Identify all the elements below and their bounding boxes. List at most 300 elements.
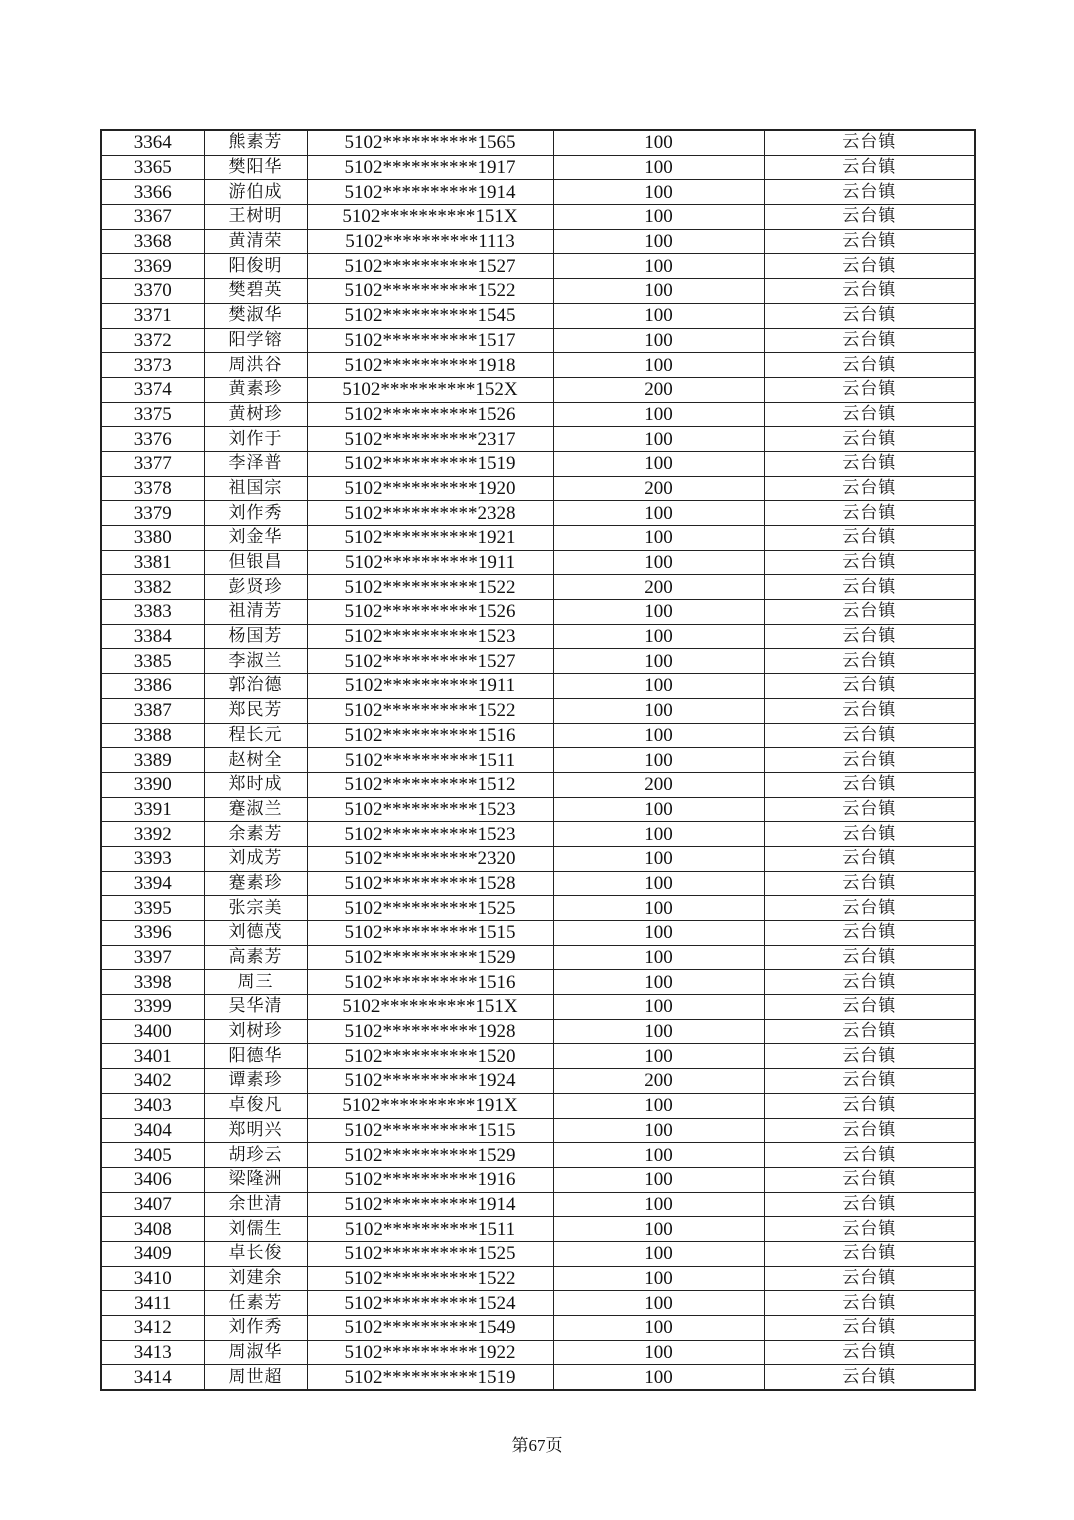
- id-number-cell: 5102**********1511: [307, 748, 553, 773]
- serial-number-cell: 3370: [101, 279, 204, 304]
- id-number-cell: 5102**********1515: [307, 921, 553, 946]
- id-number-cell: 5102**********1525: [307, 1241, 553, 1266]
- amount-cell: 100: [553, 921, 764, 946]
- id-number-cell: 5102**********1545: [307, 303, 553, 328]
- town-cell: 云台镇: [764, 1167, 975, 1192]
- serial-number-cell: 3405: [101, 1143, 204, 1168]
- town-cell: 云台镇: [764, 155, 975, 180]
- name-cell: 梁隆洲: [204, 1167, 307, 1192]
- id-number-cell: 5102**********1523: [307, 822, 553, 847]
- town-cell: 云台镇: [764, 1291, 975, 1316]
- town-cell: 云台镇: [764, 649, 975, 674]
- id-number-cell: 5102**********1928: [307, 1019, 553, 1044]
- table-row: [101, 624, 975, 649]
- id-number-cell: 5102**********1523: [307, 797, 553, 822]
- serial-number-cell: 3394: [101, 871, 204, 896]
- name-cell: 黄清荣: [204, 229, 307, 254]
- table-row: [101, 822, 975, 847]
- table-row: [101, 279, 975, 304]
- name-cell: 周淑华: [204, 1340, 307, 1365]
- table-row: [101, 353, 975, 378]
- amount-cell: 100: [553, 1019, 764, 1044]
- serial-number-cell: 3395: [101, 896, 204, 921]
- serial-number-cell: 3408: [101, 1217, 204, 1242]
- name-cell: 郭治德: [204, 674, 307, 699]
- id-number-cell: 5102**********1914: [307, 1192, 553, 1217]
- name-cell: 郑明兴: [204, 1118, 307, 1143]
- id-number-cell: 5102**********191X: [307, 1093, 553, 1118]
- recipient-table: [100, 129, 976, 1391]
- amount-cell: 100: [553, 501, 764, 526]
- name-cell: 余素芳: [204, 822, 307, 847]
- name-cell: 刘作于: [204, 427, 307, 452]
- amount-cell: 100: [553, 1118, 764, 1143]
- town-cell: 云台镇: [764, 328, 975, 353]
- town-cell: 云台镇: [764, 921, 975, 946]
- name-cell: 余世清: [204, 1192, 307, 1217]
- id-number-cell: 5102**********1522: [307, 698, 553, 723]
- table-row: [101, 501, 975, 526]
- id-number-cell: 5102**********151X: [307, 205, 553, 230]
- table-row: [101, 797, 975, 822]
- name-cell: 祖国宗: [204, 476, 307, 501]
- name-cell: 郑时成: [204, 772, 307, 797]
- town-cell: 云台镇: [764, 1093, 975, 1118]
- name-cell: 樊淑华: [204, 303, 307, 328]
- table-row: [101, 328, 975, 353]
- amount-cell: 100: [553, 353, 764, 378]
- town-cell: 云台镇: [764, 995, 975, 1020]
- name-cell: 樊阳华: [204, 155, 307, 180]
- table-row: [101, 451, 975, 476]
- serial-number-cell: 3401: [101, 1044, 204, 1069]
- amount-cell: 100: [553, 1340, 764, 1365]
- amount-cell: 200: [553, 772, 764, 797]
- id-number-cell: 5102**********1529: [307, 1143, 553, 1168]
- table-row: [101, 1044, 975, 1069]
- id-number-cell: 5102**********151X: [307, 995, 553, 1020]
- name-cell: 张宗美: [204, 896, 307, 921]
- serial-number-cell: 3407: [101, 1192, 204, 1217]
- serial-number-cell: 3383: [101, 600, 204, 625]
- serial-number-cell: 3366: [101, 180, 204, 205]
- name-cell: 赵树全: [204, 748, 307, 773]
- serial-number-cell: 3378: [101, 476, 204, 501]
- amount-cell: 100: [553, 896, 764, 921]
- town-cell: 云台镇: [764, 279, 975, 304]
- id-number-cell: 5102**********1517: [307, 328, 553, 353]
- serial-number-cell: 3382: [101, 575, 204, 600]
- serial-number-cell: 3399: [101, 995, 204, 1020]
- serial-number-cell: 3404: [101, 1118, 204, 1143]
- town-cell: 云台镇: [764, 871, 975, 896]
- town-cell: 云台镇: [764, 1217, 975, 1242]
- table-row: [101, 1266, 975, 1291]
- table-row: [101, 945, 975, 970]
- table-row: [101, 1291, 975, 1316]
- table-row: [101, 723, 975, 748]
- serial-number-cell: 3376: [101, 427, 204, 452]
- id-number-cell: 5102**********1522: [307, 1266, 553, 1291]
- table-row: [101, 1365, 975, 1390]
- name-cell: 周三: [204, 970, 307, 995]
- serial-number-cell: 3371: [101, 303, 204, 328]
- name-cell: 游伯成: [204, 180, 307, 205]
- amount-cell: 100: [553, 1241, 764, 1266]
- table-row: [101, 303, 975, 328]
- serial-number-cell: 3392: [101, 822, 204, 847]
- amount-cell: 100: [553, 600, 764, 625]
- name-cell: 刘儒生: [204, 1217, 307, 1242]
- table-row: [101, 600, 975, 625]
- name-cell: 胡珍云: [204, 1143, 307, 1168]
- amount-cell: 100: [553, 1192, 764, 1217]
- town-cell: 云台镇: [764, 1118, 975, 1143]
- amount-cell: 100: [553, 748, 764, 773]
- town-cell: 云台镇: [764, 180, 975, 205]
- serial-number-cell: 3414: [101, 1365, 204, 1390]
- table-row: [101, 921, 975, 946]
- amount-cell: 100: [553, 229, 764, 254]
- name-cell: 蹇淑兰: [204, 797, 307, 822]
- town-cell: 云台镇: [764, 427, 975, 452]
- table-row: [101, 1316, 975, 1341]
- table-row: [101, 575, 975, 600]
- id-number-cell: 5102**********1917: [307, 155, 553, 180]
- id-number-cell: 5102**********1527: [307, 254, 553, 279]
- serial-number-cell: 3410: [101, 1266, 204, 1291]
- town-cell: 云台镇: [764, 1340, 975, 1365]
- amount-cell: 100: [553, 723, 764, 748]
- name-cell: 程长元: [204, 723, 307, 748]
- table-row: [101, 205, 975, 230]
- name-cell: 刘建余: [204, 1266, 307, 1291]
- serial-number-cell: 3367: [101, 205, 204, 230]
- table-row: [101, 1241, 975, 1266]
- amount-cell: 100: [553, 550, 764, 575]
- name-cell: 樊碧英: [204, 279, 307, 304]
- serial-number-cell: 3402: [101, 1069, 204, 1094]
- name-cell: 卓长俊: [204, 1241, 307, 1266]
- table-row: [101, 1192, 975, 1217]
- amount-cell: 100: [553, 674, 764, 699]
- amount-cell: 100: [553, 649, 764, 674]
- id-number-cell: 5102**********1526: [307, 402, 553, 427]
- serial-number-cell: 3388: [101, 723, 204, 748]
- town-cell: 云台镇: [764, 1143, 975, 1168]
- name-cell: 黄树珍: [204, 402, 307, 427]
- town-cell: 云台镇: [764, 229, 975, 254]
- id-number-cell: 5102**********1522: [307, 575, 553, 600]
- table-row: [101, 970, 975, 995]
- name-cell: 刘德茂: [204, 921, 307, 946]
- serial-number-cell: 3413: [101, 1340, 204, 1365]
- name-cell: 刘金华: [204, 526, 307, 551]
- table-row: [101, 476, 975, 501]
- serial-number-cell: 3369: [101, 254, 204, 279]
- table-row: [101, 427, 975, 452]
- town-cell: 云台镇: [764, 1044, 975, 1069]
- amount-cell: 100: [553, 155, 764, 180]
- town-cell: 云台镇: [764, 600, 975, 625]
- name-cell: 祖清芳: [204, 600, 307, 625]
- table-row: [101, 995, 975, 1020]
- town-cell: 云台镇: [764, 723, 975, 748]
- id-number-cell: 5102**********2328: [307, 501, 553, 526]
- id-number-cell: 5102**********1524: [307, 1291, 553, 1316]
- serial-number-cell: 3406: [101, 1167, 204, 1192]
- town-cell: 云台镇: [764, 1365, 975, 1390]
- amount-cell: 100: [553, 254, 764, 279]
- table-row: [101, 254, 975, 279]
- amount-cell: 100: [553, 945, 764, 970]
- town-cell: 云台镇: [764, 451, 975, 476]
- town-cell: 云台镇: [764, 945, 975, 970]
- serial-number-cell: 3397: [101, 945, 204, 970]
- serial-number-cell: 3389: [101, 748, 204, 773]
- town-cell: 云台镇: [764, 254, 975, 279]
- amount-cell: 100: [553, 1291, 764, 1316]
- town-cell: 云台镇: [764, 1069, 975, 1094]
- amount-cell: 100: [553, 303, 764, 328]
- table-row: [101, 846, 975, 871]
- table-row: [101, 871, 975, 896]
- table-row: [101, 698, 975, 723]
- amount-cell: 100: [553, 624, 764, 649]
- name-cell: 熊素芳: [204, 130, 307, 155]
- serial-number-cell: 3373: [101, 353, 204, 378]
- town-cell: 云台镇: [764, 797, 975, 822]
- town-cell: 云台镇: [764, 896, 975, 921]
- amount-cell: 100: [553, 1266, 764, 1291]
- serial-number-cell: 3393: [101, 846, 204, 871]
- name-cell: 阳学镕: [204, 328, 307, 353]
- id-number-cell: 5102**********1921: [307, 526, 553, 551]
- name-cell: 卓俊凡: [204, 1093, 307, 1118]
- town-cell: 云台镇: [764, 476, 975, 501]
- amount-cell: 100: [553, 279, 764, 304]
- serial-number-cell: 3400: [101, 1019, 204, 1044]
- id-number-cell: 5102**********1916: [307, 1167, 553, 1192]
- amount-cell: 100: [553, 822, 764, 847]
- id-number-cell: 5102**********1527: [307, 649, 553, 674]
- id-number-cell: 5102**********1526: [307, 600, 553, 625]
- town-cell: 云台镇: [764, 575, 975, 600]
- table-row: [101, 402, 975, 427]
- serial-number-cell: 3381: [101, 550, 204, 575]
- name-cell: 高素芳: [204, 945, 307, 970]
- town-cell: 云台镇: [764, 970, 975, 995]
- amount-cell: 200: [553, 476, 764, 501]
- name-cell: 周洪谷: [204, 353, 307, 378]
- serial-number-cell: 3374: [101, 377, 204, 402]
- amount-cell: 100: [553, 1217, 764, 1242]
- name-cell: 任素芳: [204, 1291, 307, 1316]
- name-cell: 黄素珍: [204, 377, 307, 402]
- serial-number-cell: 3403: [101, 1093, 204, 1118]
- table-row: [101, 748, 975, 773]
- amount-cell: 100: [553, 846, 764, 871]
- town-cell: 云台镇: [764, 748, 975, 773]
- serial-number-cell: 3365: [101, 155, 204, 180]
- town-cell: 云台镇: [764, 1316, 975, 1341]
- table-row: [101, 674, 975, 699]
- serial-number-cell: 3377: [101, 451, 204, 476]
- name-cell: 周世超: [204, 1365, 307, 1390]
- serial-number-cell: 3364: [101, 130, 204, 155]
- town-cell: 云台镇: [764, 674, 975, 699]
- amount-cell: 100: [553, 130, 764, 155]
- name-cell: 郑民芳: [204, 698, 307, 723]
- serial-number-cell: 3387: [101, 698, 204, 723]
- serial-number-cell: 3386: [101, 674, 204, 699]
- table-row: [101, 649, 975, 674]
- amount-cell: 100: [553, 402, 764, 427]
- id-number-cell: 5102**********1565: [307, 130, 553, 155]
- table-row: [101, 1340, 975, 1365]
- id-number-cell: 5102**********152X: [307, 377, 553, 402]
- amount-cell: 100: [553, 797, 764, 822]
- town-cell: 云台镇: [764, 1266, 975, 1291]
- table-row: [101, 1143, 975, 1168]
- id-number-cell: 5102**********1522: [307, 279, 553, 304]
- id-number-cell: 5102**********1519: [307, 1365, 553, 1390]
- amount-cell: 100: [553, 698, 764, 723]
- town-cell: 云台镇: [764, 303, 975, 328]
- serial-number-cell: 3379: [101, 501, 204, 526]
- town-cell: 云台镇: [764, 624, 975, 649]
- amount-cell: 200: [553, 377, 764, 402]
- serial-number-cell: 3384: [101, 624, 204, 649]
- amount-cell: 100: [553, 328, 764, 353]
- id-number-cell: 5102**********1511: [307, 1217, 553, 1242]
- serial-number-cell: 3385: [101, 649, 204, 674]
- table-body: [101, 130, 975, 1390]
- id-number-cell: 5102**********1525: [307, 896, 553, 921]
- name-cell: 但银昌: [204, 550, 307, 575]
- table-row: [101, 180, 975, 205]
- name-cell: 蹇素珍: [204, 871, 307, 896]
- amount-cell: 100: [553, 1167, 764, 1192]
- name-cell: 阳俊明: [204, 254, 307, 279]
- table-row: [101, 155, 975, 180]
- town-cell: 云台镇: [764, 772, 975, 797]
- id-number-cell: 5102**********1113: [307, 229, 553, 254]
- id-number-cell: 5102**********1920: [307, 476, 553, 501]
- id-number-cell: 5102**********2320: [307, 846, 553, 871]
- name-cell: 王树明: [204, 205, 307, 230]
- table-row: [101, 550, 975, 575]
- town-cell: 云台镇: [764, 402, 975, 427]
- table-row: [101, 1217, 975, 1242]
- name-cell: 彭贤珍: [204, 575, 307, 600]
- amount-cell: 100: [553, 995, 764, 1020]
- name-cell: 谭素珍: [204, 1069, 307, 1094]
- town-cell: 云台镇: [764, 846, 975, 871]
- town-cell: 云台镇: [764, 377, 975, 402]
- amount-cell: 100: [553, 451, 764, 476]
- serial-number-cell: 3372: [101, 328, 204, 353]
- table-row: [101, 1118, 975, 1143]
- amount-cell: 100: [553, 205, 764, 230]
- table-row: [101, 130, 975, 155]
- id-number-cell: 5102**********1529: [307, 945, 553, 970]
- table-row: [101, 229, 975, 254]
- amount-cell: 100: [553, 427, 764, 452]
- table-row: [101, 1093, 975, 1118]
- serial-number-cell: 3391: [101, 797, 204, 822]
- name-cell: 刘成芳: [204, 846, 307, 871]
- id-number-cell: 5102**********1515: [307, 1118, 553, 1143]
- id-number-cell: 5102**********1519: [307, 451, 553, 476]
- amount-cell: 100: [553, 970, 764, 995]
- amount-cell: 200: [553, 575, 764, 600]
- table-row: [101, 377, 975, 402]
- name-cell: 阳德华: [204, 1044, 307, 1069]
- name-cell: 刘树珍: [204, 1019, 307, 1044]
- amount-cell: 200: [553, 1069, 764, 1094]
- id-number-cell: 5102**********1516: [307, 723, 553, 748]
- town-cell: 云台镇: [764, 550, 975, 575]
- id-number-cell: 5102**********1549: [307, 1316, 553, 1341]
- serial-number-cell: 3409: [101, 1241, 204, 1266]
- town-cell: 云台镇: [764, 1241, 975, 1266]
- town-cell: 云台镇: [764, 353, 975, 378]
- id-number-cell: 5102**********1528: [307, 871, 553, 896]
- page-number: 第67页: [511, 1436, 563, 1455]
- id-number-cell: 5102**********1523: [307, 624, 553, 649]
- id-number-cell: 5102**********1911: [307, 550, 553, 575]
- serial-number-cell: 3368: [101, 229, 204, 254]
- town-cell: 云台镇: [764, 205, 975, 230]
- id-number-cell: 5102**********1911: [307, 674, 553, 699]
- id-number-cell: 5102**********1512: [307, 772, 553, 797]
- id-number-cell: 5102**********1520: [307, 1044, 553, 1069]
- amount-cell: 100: [553, 1044, 764, 1069]
- town-cell: 云台镇: [764, 130, 975, 155]
- serial-number-cell: 3390: [101, 772, 204, 797]
- town-cell: 云台镇: [764, 1192, 975, 1217]
- serial-number-cell: 3412: [101, 1316, 204, 1341]
- serial-number-cell: 3380: [101, 526, 204, 551]
- id-number-cell: 5102**********1914: [307, 180, 553, 205]
- amount-cell: 100: [553, 1143, 764, 1168]
- name-cell: 刘作秀: [204, 1316, 307, 1341]
- table-row: [101, 1019, 975, 1044]
- table-row: [101, 1069, 975, 1094]
- amount-cell: 100: [553, 526, 764, 551]
- town-cell: 云台镇: [764, 526, 975, 551]
- table-row: [101, 896, 975, 921]
- name-cell: 李泽普: [204, 451, 307, 476]
- amount-cell: 100: [553, 1316, 764, 1341]
- id-number-cell: 5102**********1922: [307, 1340, 553, 1365]
- amount-cell: 100: [553, 871, 764, 896]
- town-cell: 云台镇: [764, 698, 975, 723]
- table-row: [101, 526, 975, 551]
- id-number-cell: 5102**********1924: [307, 1069, 553, 1094]
- table-row: [101, 1167, 975, 1192]
- serial-number-cell: 3411: [101, 1291, 204, 1316]
- table-row: [101, 772, 975, 797]
- serial-number-cell: 3396: [101, 921, 204, 946]
- name-cell: 李淑兰: [204, 649, 307, 674]
- amount-cell: 100: [553, 1365, 764, 1390]
- amount-cell: 100: [553, 180, 764, 205]
- town-cell: 云台镇: [764, 501, 975, 526]
- id-number-cell: 5102**********1918: [307, 353, 553, 378]
- name-cell: 刘作秀: [204, 501, 307, 526]
